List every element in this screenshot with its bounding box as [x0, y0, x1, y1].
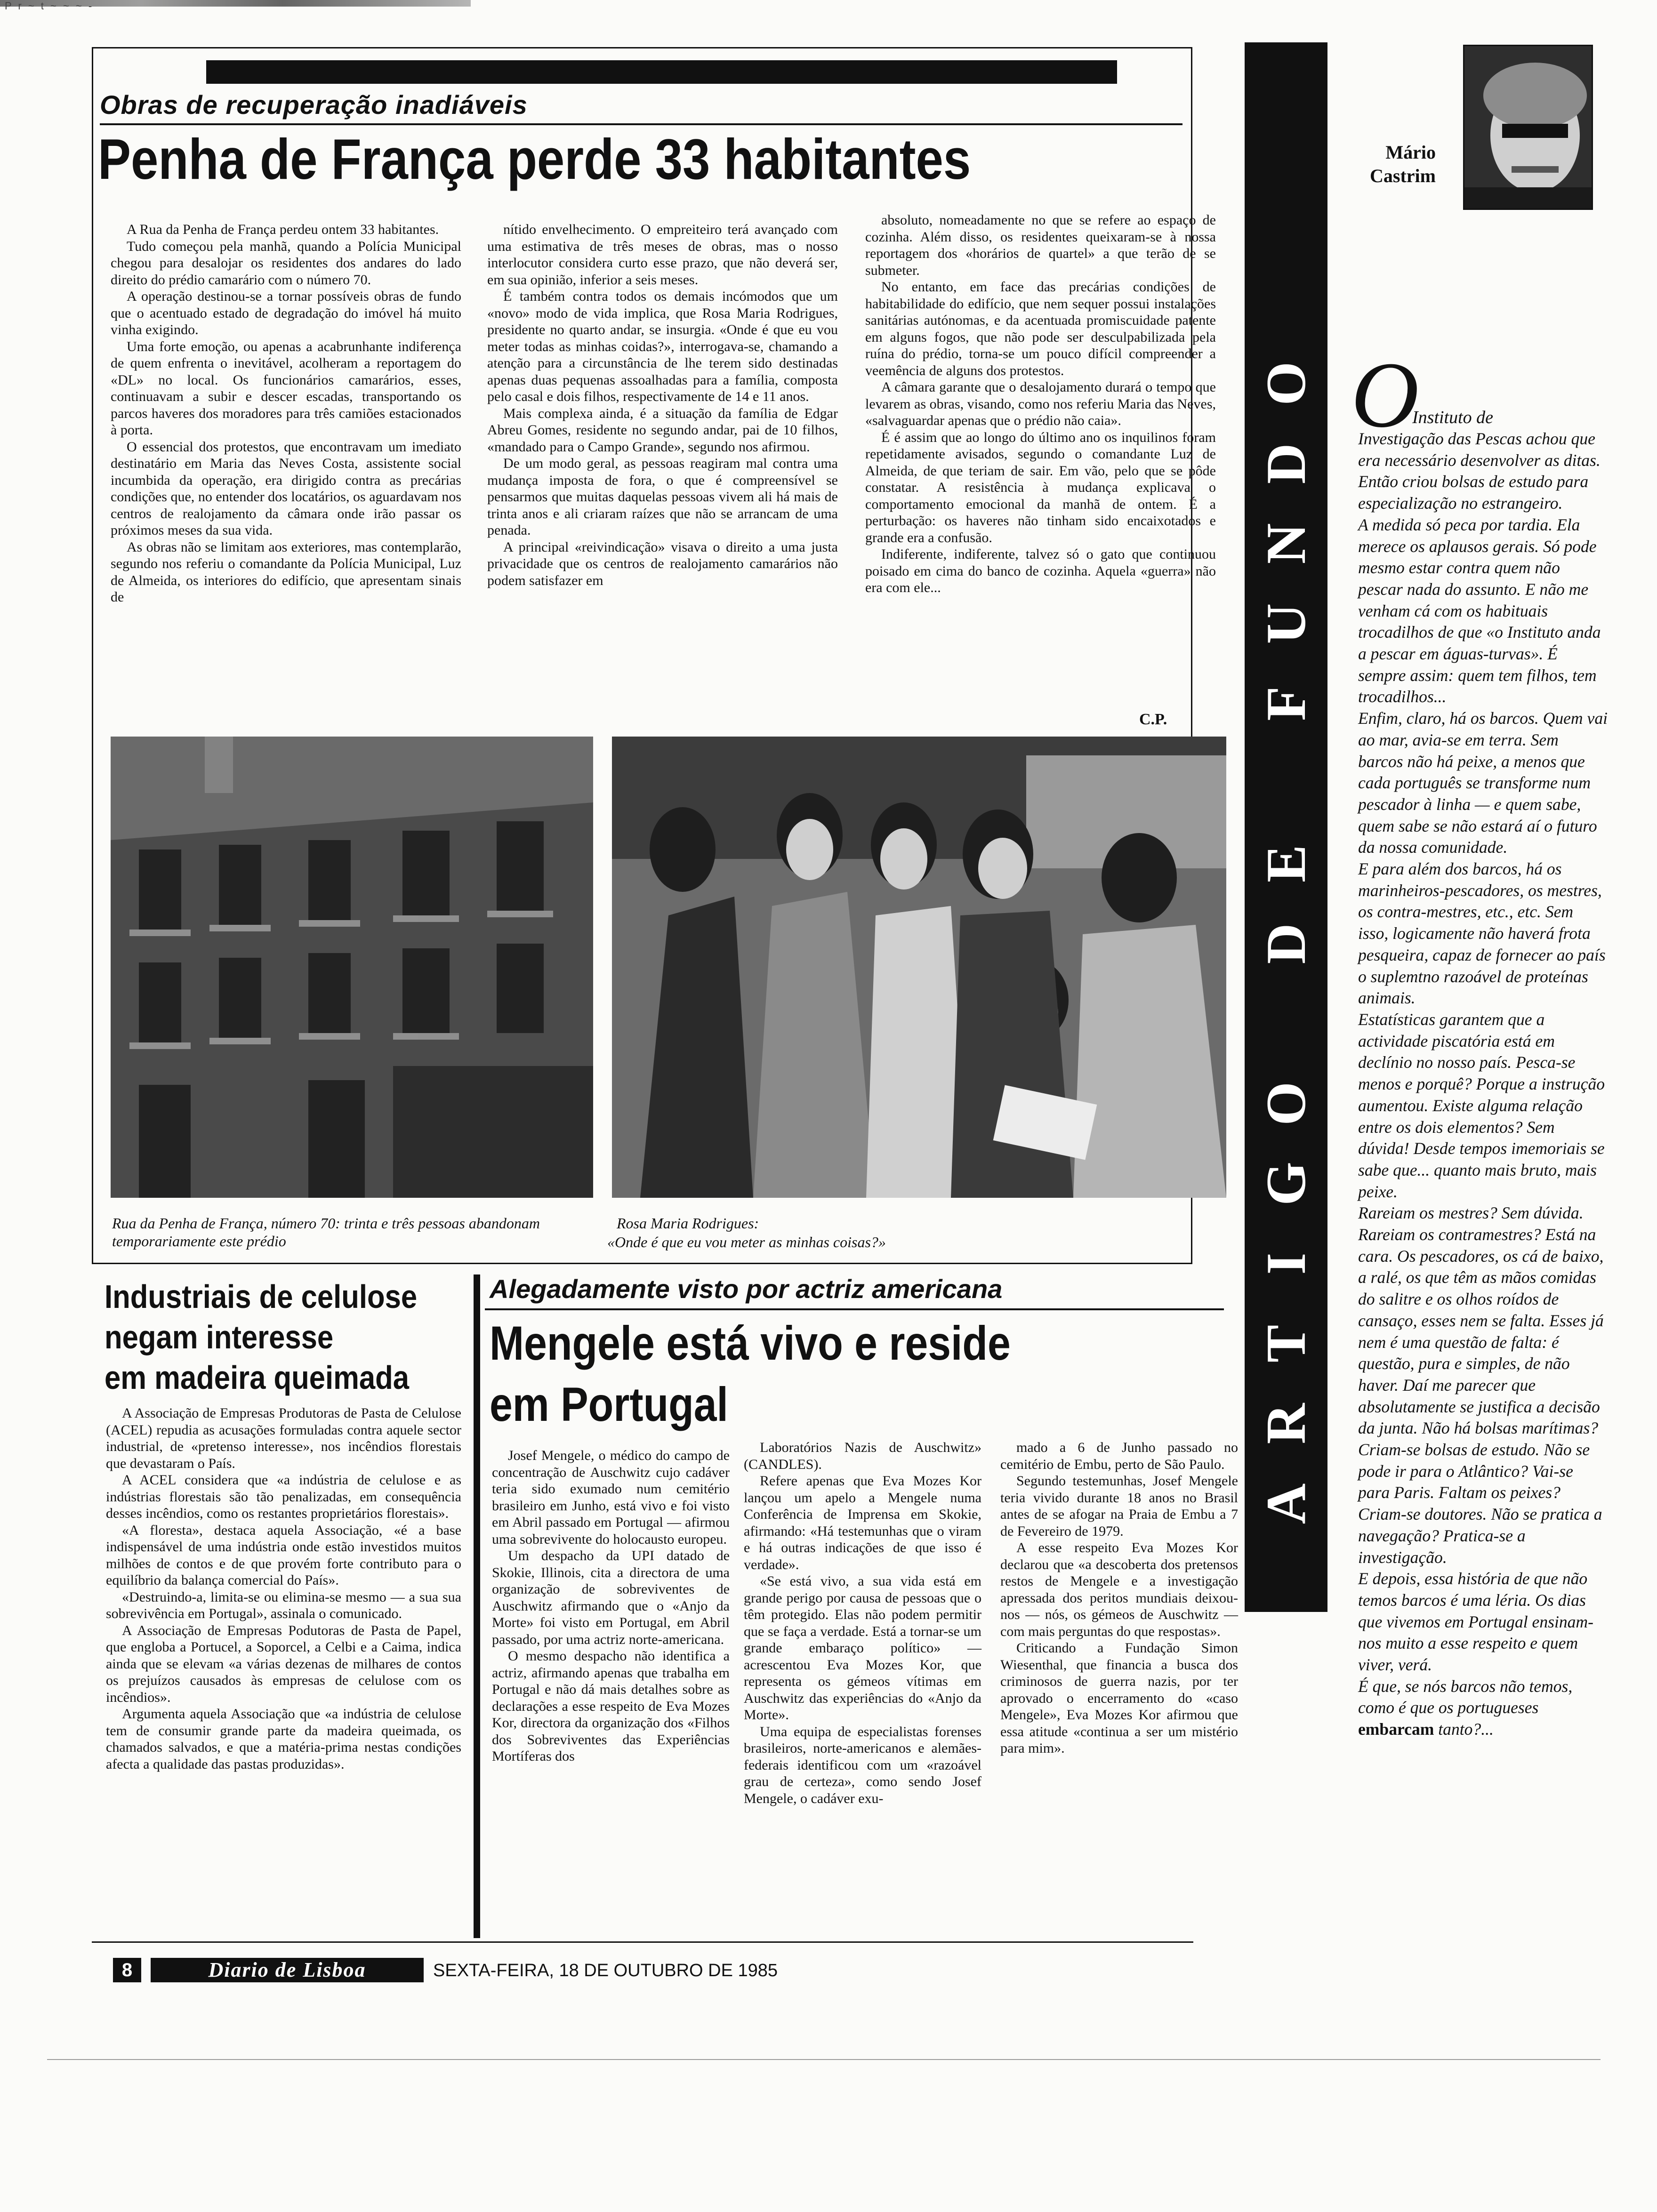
- banner-letter: D: [1246, 902, 1326, 985]
- banner-letter: T: [1246, 1302, 1326, 1385]
- sidebar-body: Investigação das Pescas achou que era necessário desenvolver as ditas. Então criou bolsas de estudo para especialização no estrangeiro. A medida só peca por tardia. Ela merece os aplausos gerais. Só pode mesmo estar contra quem não pescar nada do assunto. E não me venham cá com os habituais trocadilhos de que «o Instituto anda a pescar em águas-turvas». É sempre assim: quem tem filhos, tem trocadilhos... Enfim, claro, há os barcos. Quem vai ao mar, avia-se em terra. Sem barcos não há peixe, a menos que cada português se transforme num pescador à linha — e quem sabe, quem sabe se não estará aí o futuro da nossa comunidade. E para além dos barcos, há os marinheiros-pescadores, os mestres, os contra-mestres, etc., etc. Sem isso, logicamente não haverá frota pesqueira, capaz de fornecer ao país o suplemtno razoável de proteínas animais. Estatísticas garantem que a actividade piscatória está em declínio no nosso país. Pesca-se menos e porquê? Porque a instrução aumentou. Existe alguma relação entre os dois elementos? Sem dúvida! Desde tempos imemoriais se sabe que... quanto mais bruto, mais peixe. Rareiam os mestres? Sem dúvida. Rareiam os contramestres? Está na cara. Os pescadores, os cá de baixo, a ralé, os que têm as mãos comidas do salitre e os olhos roídos de cansaço, esses nem se falta. Esses já nem é uma questão de falta: é questão, pura e simples, de não haver. Daí me parecer que absolutamente se justifica a decisão da junta. Não há bolsas marítimas? Criam-se bolsas de estudo. Não se pode ir para o Atlântico? Vai-se para Paris. Faltam os peixes? Criam-se doutores. Não se pratica a navegação? Pratica-se a investigação. E depois, essa história de que não temos barcos é uma léria. Os dias que vivemos em Portugal ensinam-nos muito a esse respeito e quem viver, verá. É que, se nós barcos não temos, como é que os portugueses embarcam tanto?...: [1358, 429, 1608, 1739]
- celulose-headline-3: em madeira queimada: [105, 1359, 410, 1396]
- banner-letter: I: [1246, 1222, 1326, 1305]
- photo-caption-right-name: Rosa Maria Rodrigues:: [617, 1215, 759, 1232]
- mengele-kicker: Alegadamente visto por actriz americana: [490, 1274, 1003, 1304]
- scan-strip-text: P r ~ t ~ ~ ~ -: [5, 0, 94, 12]
- banner-letter: D: [1246, 422, 1326, 505]
- mengele-kicker-rule: [485, 1308, 1224, 1310]
- banner-letter: F: [1246, 662, 1326, 745]
- banner-letter: O: [1246, 1062, 1326, 1145]
- banner-letter: G: [1246, 1142, 1326, 1225]
- bottom-scan-line: [47, 2059, 1601, 2060]
- mengele-col1: Josef Mengele, o médico do campo de concentração de Auschwitz cujo cadáver teria sido exumado num cemitério brasileiro em Junho, está vivo e foi visto em Abril passado em Portugal — afirmou uma sobrevivente do holocausto europeu. Um despacho da UPI datado de Skokie, Illinois, cita a directora de uma organização de sobreviventes de Auschwitz afirmando que o «Anjo da Morte» foi visto em Portugal, em Abril passado, por uma actriz norte-americana. O mesmo despacho não identifica a actriz, afirmando apenas que trabalha em Portugal e não dá mais detalhes sobre as declarações a esse respeito de Eva Mozes Kor, directora da organização dos «Filhos dos Sobreviventes das Experiências Mortíferas dos: [492, 1448, 730, 1764]
- page-number: 8: [113, 1958, 141, 1982]
- banner-letter: O: [1246, 342, 1326, 425]
- sidebar-lead: Instituto de: [1412, 408, 1494, 427]
- footer-rule: [92, 1941, 1193, 1943]
- photo-caption-left: Rua da Penha de França, número 70: trinta e três pessoas abandonam temporariamente este prédio: [112, 1215, 540, 1250]
- author-last-name: Castrim: [1370, 165, 1436, 186]
- mengele-left-bar: [474, 1274, 480, 1938]
- banner-letter: E: [1246, 822, 1326, 905]
- banner-letter: N: [1246, 502, 1326, 585]
- author-first-name: Mário: [1385, 142, 1436, 163]
- residents-photo: [612, 737, 1226, 1198]
- banner-letters: [1245, 344, 1327, 1544]
- celulose-headline-1: Industriais de celulose: [105, 1278, 418, 1315]
- building-photo: [111, 737, 593, 1198]
- mengele-headline-2: em Portugal: [490, 1378, 728, 1431]
- issue-date: SEXTA-FEIRA, 18 DE OUTUBRO DE 1985: [433, 1961, 778, 1980]
- celulose-body: A Associação de Empresas Produtoras de Pasta de Celulose (ACEL) repudia as acusações formuladas contra aquele sector industrial, de «pretenso interesse», nos incêndios florestais que devastaram o País. A ACEL considera que «a indústria de celulose e as indústrias florestais são tão penalizadas, em consequência desses incêndios, como os restantes proprietários florestais». «A floresta», destaca aquela Associação, «é a base indispensável de uma indústria onde estão investidos muitos milhões de contos e de que provém forte contributo para o equilíbrio da balança comercial do País». «Destruindo-a, limita-se ou elimina-se mesmo — a sua sua sobrevivência em Portugal», assinala o comunicado. A Associação de Empresas Podutoras de Pasta de Papel, que engloba a Portucel, a Soporcel, a Celbi e a Caima, indica ainda que se elevam «a várias dezenas de milhares de contos os prejuízos causados às empresas de celulose com os incêndios». Argumenta aquela Associação que «a indústria de celulose tem de consumir grande parte da madeira queimada, os chamados salvados, e que a matéria-prima nestas condições afecta a qualidade das pastas produzidas».: [106, 1405, 461, 1772]
- article-signature: C.P.: [1139, 711, 1167, 728]
- banner-letter: [1246, 982, 1326, 1065]
- masthead: Diario de Lisboa: [151, 1958, 424, 1982]
- author-photo: [1463, 45, 1593, 210]
- mengele-headline-1: Mengele está vivo e reside: [490, 1316, 1011, 1370]
- main-top-bar: [206, 60, 1117, 84]
- banner-letter: R: [1246, 1382, 1326, 1465]
- banner-letter: A: [1246, 1462, 1326, 1545]
- main-article-col3: absoluto, nomeadamente no que se refere ao espaço de cozinha. Além disso, os residentes queixaram-se à nossa reportagem dos «horários de quartel» a que terão de se submeter. No entanto, em face das precárias condições de habitabilidade do edifício, que nem sequer possui instalações sanitárias autónomas, e da acentuada promiscuidade patente em alguns fogos, que não pode ser desculpabilizada pela ruína do prédio, torna-se um pouco difícil compreender a veemência de alguns dos protestos. A câmara garante que o desalojamento durará o tempo que levarem as obras, visando, como nos referiu Maria das Neves, «salvaguardar apenas que o prédio não caia». É é assim que ao longo do último ano os inquilinos foram repetidamente avisados, segundo o comandante Luz de Almeida, de que teriam de sair. Em vão, pelo que se pôde constatar. A resistência à mudança explicava o comportamento emocional da manhã de ontem. É a perturbação: os haveres não tinham sido encaixotados e grande era a confusão. Indiferente, indiferente, talvez só o gato que continuou poisado em cima do banco de cozinha. Aquela «guerra» não era com ele...: [865, 212, 1216, 595]
- mengele-col3: mado a 6 de Junho passado no cemitério de Embu, perto de São Paulo. Segundo testemunhas, Josef Mengele teria vivido durante 18 anos no Brasil antes de se afogar na Praia de Embu a 7 de Fevereiro de 1979. A esse respeito Eva Mozes Kor declarou que «a descoberta dos pretensos restos de Mengele e a investigação apressada dos peritos mundiais deixou-nos — nós, os gémeos de Auschwitz — com mais perguntas do que respostas». Criticando a Fundação Simon Wiesenthal, que financia a busca dos criminosos de guerra nazis, por ter aprovado o encerramento do «caso Mengele», Eva Mozes Kor afirmou que essa atitude «continua a ser um mistério para mim».: [1000, 1440, 1238, 1756]
- celulose-headline-2: negam interesse: [105, 1319, 334, 1355]
- main-article-col2: nítido envelhecimento. O empreiteiro terá avançado com uma estimativa de três meses de obras, mas o nosso interlocutor considera curto esse prazo, que não deverá ser, em sua opinião, inferior a seis meses. É também contra todos os demais incómodos que um «novo» modo de vida implica, que Rosa Maria Rodrigues, presidente no quarto andar, se insurgia. «Onde é que eu vou meter todas as minhas coidas?», interrogava-se, chamando a atenção para a circunstância de lhe terem sido destinadas apenas duas pequenas assoalhadas para a família, composta pelo casal e dois filhos, respectivamente de 14 e 11 anos. Mais complexa ainda, é a situação da família de Edgar Abreu Gomes, residente no segundo andar, pai de 10 filhos, «mandado para o Campo Grande», segundo nos afirmou. De um modo geral, as pessoas reagiram mal contra uma mudança imposta de fora, o que é compreensível se pensarmos que muitas daquelas pessoas vivem ali há mais de trinta anos e ali criaram raízes que não se arrancam de uma penada. A principal «reivindicação» visava o direito a uma justa privacidade que os centros de realojamento camarários não podem satisfazer em: [487, 222, 838, 588]
- main-article-col1: A Rua da Penha de França perdeu ontem 33 habitantes. Tudo começou pela manhã, quando a Polícia Municipal chegou para desalojar os residentes dos andares do lado direito do prédio camarário com o número 70. A operação destinou-se a tornar possíveis obras de fundo que o acentuado estado de degradação do imóvel há muito vinha exigindo. Uma forte emoção, ou apenas a acabrunhante indiferença de quem enfrenta o inevitável, acolheram a reportagem do «DL» no local. Os funcionários camarários, esses, continuavam a subir e descer escadas, transportando os parcos haveres dos moradores para três camiões estacionados à porta. O essencial dos protestos, que encontravam um imediato destinatário em Maria das Neves Costa, assistente social incumbida da operação, era dirigido contra as precárias condições que, no entender dos locatários, os aguardavam nos centros de realojamento da câmara onde irão passar os próximos meses da sua vida. As obras não se limitam aos exteriores, mas contemplarão, segundo nos referiu o comandante da Polícia Municipal, Luz de Almeida, os interiores do edifício, que apresentam sinais de: [111, 222, 461, 605]
- main-headline: Penha de França perde 33 habitantes: [98, 127, 971, 191]
- mengele-col2: Laboratórios Nazis de Auschwitz» (CANDLES). Refere apenas que Eva Mozes Kor lançou um apelo a Mengele numa Conferência de Imprensa em Skokie, afirmando: «Há testemunhas que o viram e há outras indicações de que isso é verdade». «Se está vivo, a sua vida está em grande perigo por causa de pessoas que o têm protegido. Elas não podem permitir que se faça a verdade. Está a tornar-se um grande embaraço político» — acrescentou Eva Mozes Kor, que representa os gémeos vítimas em Auschwitz das experiências do «Anjo da Morte». Uma equipa de especialistas forenses brasileiros, norte-americanos e alemães-federais identificou com um «razoável grau de certeza», como sendo Josef Mengele, o cadáver exu-: [744, 1440, 981, 1806]
- main-kicker: Obras de recuperação inadiáveis: [100, 90, 528, 120]
- photo-caption-right-quote: «Onde é que eu vou meter as minhas coisas?»: [607, 1234, 886, 1250]
- banner-letter: [1246, 742, 1326, 825]
- sidebar-drop-cap: O: [1351, 343, 1419, 447]
- artigo-de-fundo-banner: [1245, 42, 1327, 1612]
- banner-letter: U: [1246, 582, 1326, 665]
